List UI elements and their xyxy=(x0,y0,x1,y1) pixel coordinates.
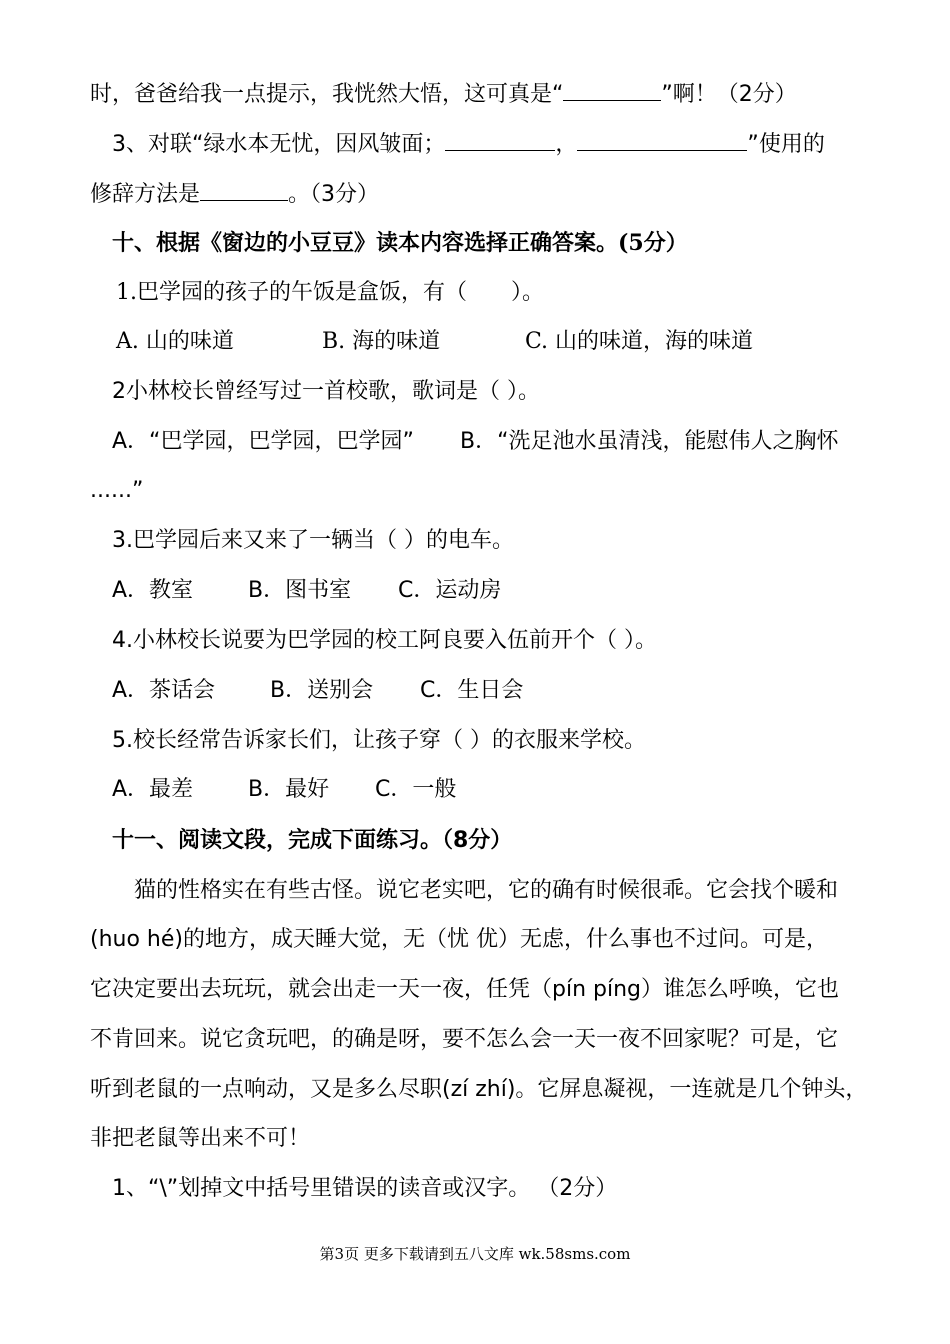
question-4: 4.小林校长说要为巴学园的校工阿良要入伍前开个（ ）。 xyxy=(112,628,657,653)
passage-line: 听到老鼠的一点响动，又是多么尽职(zí zhí)。它屏息凝视，一连就是几个钟头， xyxy=(90,1077,868,1102)
passage-line: 非把老鼠等出来不可！ xyxy=(90,1126,311,1151)
question-3-option-a[interactable]: A．教室 xyxy=(112,578,194,603)
passage-line: 不肯回来。说它贪玩吧，的确是呀，要不怎么会一天一夜不回家呢？可是，它 xyxy=(90,1027,839,1052)
question-2: 2小林校长曾经写过一首校歌，歌词是（ ）。 xyxy=(112,379,540,404)
question-1: 1.巴学园的孩子的午饭是盒饭，有（ ）。 xyxy=(116,280,544,305)
answer-blank[interactable] xyxy=(577,128,747,151)
section-10-heading: 十、根据《窗边的小豆豆》读本内容选择正确答案。(5分） xyxy=(112,230,688,256)
section-11-heading: 十一、阅读文段，完成下面练习。（8分） xyxy=(112,828,513,853)
rhetoric-score: 。（3分） xyxy=(288,182,380,207)
rhetoric-line xyxy=(90,178,379,210)
question-5: 5.校长经常告诉家长们，让孩子穿（ ）的衣服来学校。 xyxy=(112,728,646,753)
question-1-option-b[interactable]: B. 海的味道 xyxy=(322,329,441,354)
passage-line: 猫的性格实在有些古怪。说它老实吧，它的确有时候很乖。它会找个暖和 xyxy=(134,878,839,903)
couplet-comma: ， xyxy=(555,132,578,157)
passage-line: (huo hé)的地方，成天睡大觉，无（忧 优）无虑，什么事也不过问。可是， xyxy=(90,927,828,952)
question-4-option-a[interactable]: A．茶话会 xyxy=(112,678,216,703)
question-1-option-a[interactable]: A. 山的味道 xyxy=(116,329,234,354)
question-1-option-c[interactable]: C. 山的味道，海的味道 xyxy=(525,329,754,354)
answer-blank[interactable] xyxy=(445,128,555,151)
question-4-option-b[interactable]: B．送别会 xyxy=(270,678,374,703)
answer-blank[interactable] xyxy=(563,78,661,101)
question-2-option-b-continued: ......” xyxy=(90,478,144,503)
question-5-option-b[interactable]: B．最好 xyxy=(248,777,330,802)
top-line-1-text: 时，爸爸给我一点提示，我恍然大悟，这可真是“ xyxy=(90,82,564,107)
question-5-option-c[interactable]: C．一般 xyxy=(375,777,457,802)
question-2-option-b[interactable]: B．“洗足池水虽清浅，能慰伟人之胸怀 xyxy=(460,429,839,454)
question-3-option-c[interactable]: C．运动房 xyxy=(398,578,502,603)
question-5-option-a[interactable]: A．最差 xyxy=(112,777,194,802)
answer-blank[interactable] xyxy=(200,178,288,201)
couplet-text: 3、对联“绿水本无忧，因风皱面； xyxy=(112,132,446,157)
couplet-question xyxy=(112,128,825,160)
top-line-1 xyxy=(90,78,797,110)
top-line-1-score: ”啊！（2分） xyxy=(661,82,797,107)
question-3: 3.巴学园后来又来了一辆当（ ）的电车。 xyxy=(112,528,514,553)
question-2-option-a[interactable]: A．“巴学园，巴学园，巴学园” xyxy=(112,429,414,454)
passage-line: 它决定要出去玩玩，就会出走一天一夜，任凭（pín píng）谁怎么呼唤，它也 xyxy=(90,977,840,1002)
question-4-option-c[interactable]: C．生日会 xyxy=(420,678,524,703)
section-11-question-1: 1、“\”划掉文中括号里错误的读音或汉字。 （2分） xyxy=(112,1176,618,1201)
rhetoric-text: 修辞方法是 xyxy=(90,182,201,207)
page-footer: 第3页 更多下载请到五八文库 wk.58sms.com xyxy=(319,1245,631,1263)
question-3-option-b[interactable]: B．图书室 xyxy=(248,578,352,603)
couplet-tail: ”使用的 xyxy=(747,132,825,157)
